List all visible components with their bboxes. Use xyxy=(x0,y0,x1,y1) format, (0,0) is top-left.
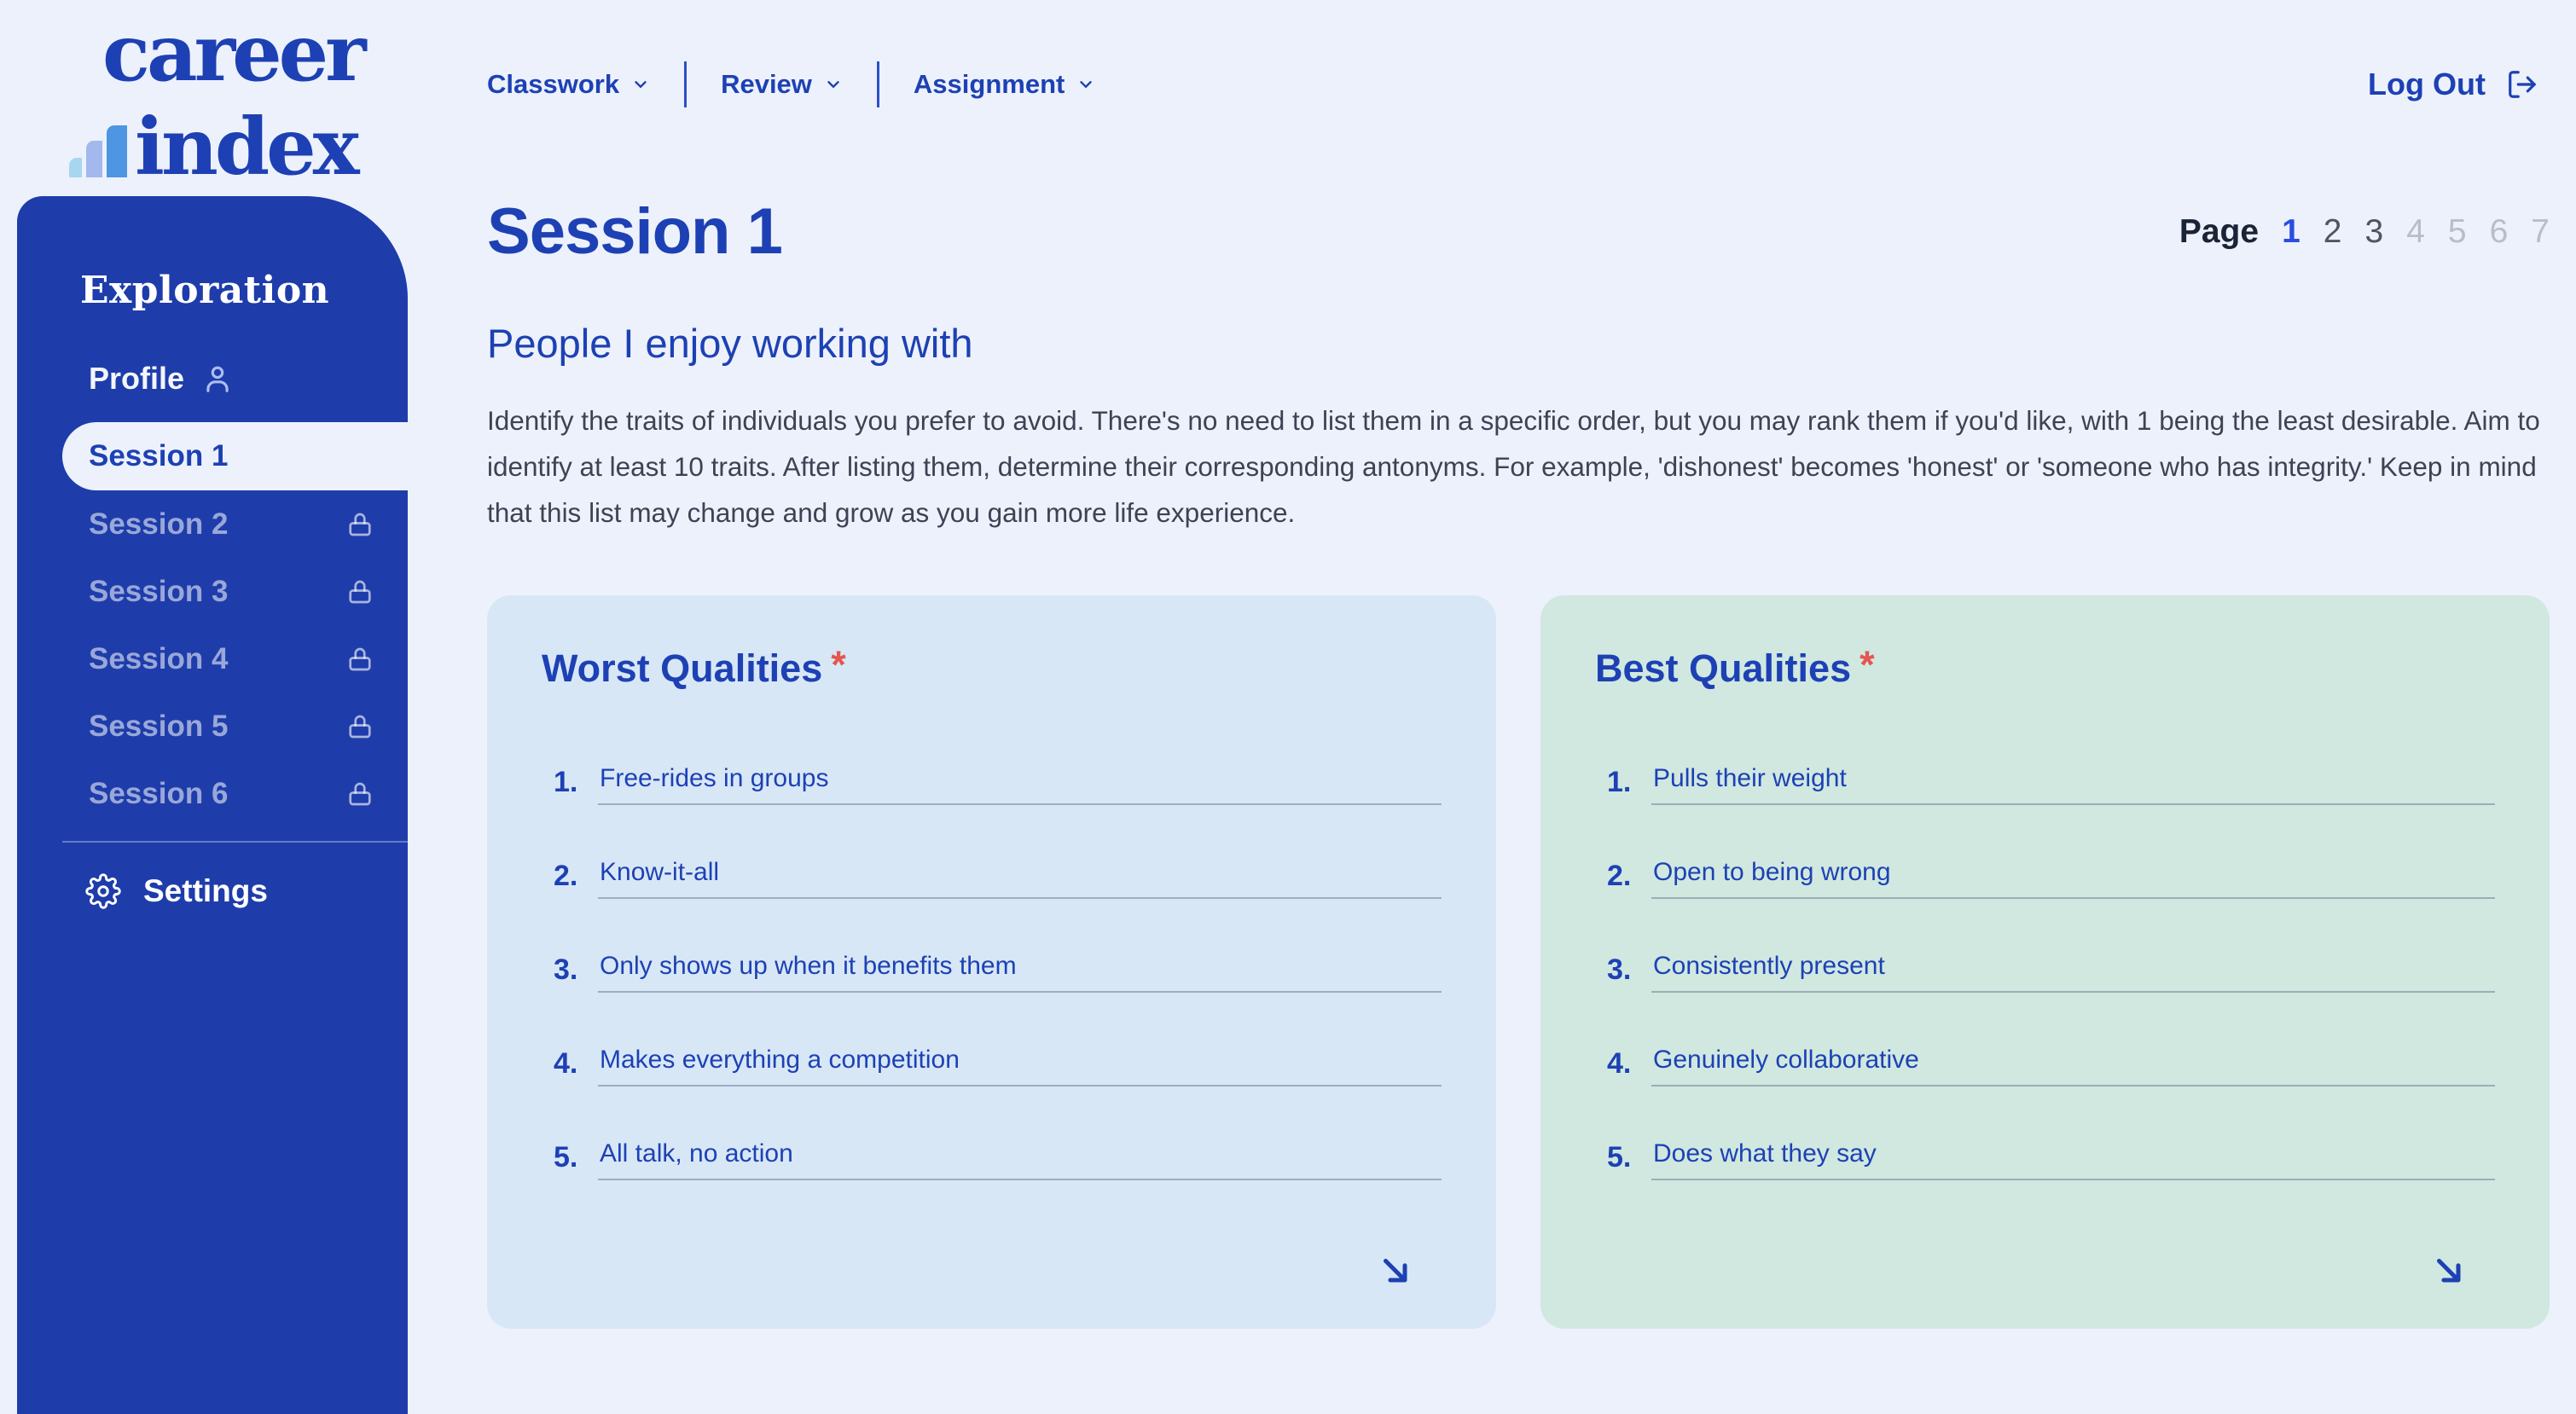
top-nav-menu[interactable] xyxy=(721,69,843,100)
session-label: Session 2 xyxy=(89,507,229,541)
quality-input[interactable]: Does what they say xyxy=(1651,1139,2495,1180)
sidebar-item-session[interactable] xyxy=(17,490,408,558)
required-asterisk: * xyxy=(1859,643,1875,687)
lock-icon xyxy=(345,779,375,809)
quality-row xyxy=(554,858,1442,899)
session-label: Session 5 xyxy=(89,709,229,743)
quality-number: 5. xyxy=(554,1141,578,1174)
logout-icon xyxy=(2506,68,2538,101)
arrow-down-right-icon xyxy=(1375,1250,1418,1293)
sidebar-item-session[interactable] xyxy=(17,760,408,827)
quality-input[interactable]: Genuinely collaborative xyxy=(1651,1046,2495,1087)
pagination-label: Page xyxy=(2179,212,2260,250)
quality-row xyxy=(1607,1046,2495,1087)
section-subtitle: People I enjoy working with xyxy=(487,321,973,366)
quality-number: 1. xyxy=(554,766,578,798)
quality-row xyxy=(554,764,1442,805)
session-label: Session 1 xyxy=(89,439,229,472)
quality-input[interactable]: Know-it-all xyxy=(598,858,1442,899)
expand-card-button[interactable] xyxy=(2428,1250,2471,1293)
chevron-down-icon xyxy=(631,75,650,94)
pagination-page-number: 5 xyxy=(2447,212,2467,250)
quality-number: 3. xyxy=(554,953,578,986)
quality-number: 1. xyxy=(1607,766,1632,798)
session-label: Session 3 xyxy=(89,574,229,608)
pagination xyxy=(2179,213,2550,251)
worst-qualities-card xyxy=(487,595,1496,1329)
lock-icon xyxy=(345,577,375,607)
top-nav-menu[interactable] xyxy=(914,69,1095,100)
top-navigation xyxy=(487,61,1095,107)
quality-row xyxy=(554,1139,1442,1180)
required-asterisk: * xyxy=(831,643,846,687)
gear-icon xyxy=(85,873,121,909)
sidebar xyxy=(17,196,408,1414)
pagination-page-number: 6 xyxy=(2489,212,2509,250)
top-nav-menu-label: Review xyxy=(721,69,812,99)
worst-qualities-list xyxy=(542,764,1442,1233)
settings-label: Settings xyxy=(143,873,268,908)
quality-row xyxy=(1607,858,2495,899)
quality-input[interactable]: Consistently present xyxy=(1651,952,2495,993)
quality-row xyxy=(1607,1139,2495,1180)
quality-number: 4. xyxy=(554,1047,578,1080)
quality-input[interactable]: Free-rides in groups xyxy=(598,764,1442,805)
quality-row xyxy=(554,1046,1442,1087)
page-title: Session 1 xyxy=(487,195,782,268)
top-nav-menu-label: Classwork xyxy=(487,69,620,99)
quality-number: 2. xyxy=(554,860,578,892)
sidebar-divider xyxy=(62,841,408,843)
worst-card-title: Worst Qualities xyxy=(542,646,823,690)
sidebar-item-session[interactable] xyxy=(17,625,408,693)
user-icon xyxy=(201,362,234,395)
pagination-page-number: 7 xyxy=(2531,212,2550,250)
brand-logo-line1: career xyxy=(102,7,363,99)
main-content xyxy=(487,194,2550,1329)
best-qualities-list xyxy=(1595,764,2495,1233)
top-nav-menu-label: Assignment xyxy=(913,69,1065,99)
lock-icon xyxy=(345,644,375,675)
quality-row xyxy=(1607,764,2495,805)
chevron-down-icon xyxy=(824,75,843,94)
sidebar-section-title: Exploration xyxy=(80,269,330,312)
sidebar-item-profile[interactable] xyxy=(17,356,408,401)
lock-icon xyxy=(345,711,375,742)
quality-input[interactable]: Only shows up when it benefits them xyxy=(598,952,1442,993)
quality-row xyxy=(554,952,1442,993)
expand-card-button[interactable] xyxy=(1375,1250,1418,1293)
profile-label: Profile xyxy=(89,361,185,396)
quality-number: 5. xyxy=(1607,1141,1632,1174)
instructions-paragraph: Identify the traits of individuals you prefer to avoid. There's no need to list them in a specific order, but you may rank them if you'd like, with 1 being the least desirable. Aim to identify at least 10 traits. After listing them, determine their corresponding antonyms. For example, 'dishonest' becomes 'honest' or 'someone who has integrity.' Keep in mind that this list may change and grow as you gain more life experience. xyxy=(487,405,2540,528)
pagination-page-number[interactable]: 2 xyxy=(2323,212,2342,250)
sidebar-session-list xyxy=(17,422,408,827)
sidebar-item-session[interactable] xyxy=(17,558,408,625)
nav-separator xyxy=(877,61,879,107)
bar-chart-logo-icon xyxy=(65,84,131,177)
quality-number: 4. xyxy=(1607,1047,1632,1080)
quality-number: 2. xyxy=(1607,860,1632,892)
session-label: Session 4 xyxy=(89,641,229,675)
arrow-down-right-icon xyxy=(2428,1250,2471,1293)
pagination-page-number: 4 xyxy=(2406,212,2425,250)
logout-button[interactable] xyxy=(2368,67,2538,102)
pagination-page-number[interactable]: 3 xyxy=(2364,212,2384,250)
quality-input[interactable]: Open to being wrong xyxy=(1651,858,2495,899)
best-card-title: Best Qualities xyxy=(1595,646,1852,690)
lock-icon xyxy=(345,509,375,540)
quality-input[interactable]: Makes everything a competition xyxy=(598,1046,1442,1087)
chevron-down-icon xyxy=(1076,75,1095,94)
sidebar-item-session[interactable] xyxy=(62,422,408,490)
top-nav-menu[interactable] xyxy=(487,69,650,100)
quality-row xyxy=(1607,952,2495,993)
brand-logo-line2: index xyxy=(135,101,357,193)
nav-separator xyxy=(684,61,687,107)
quality-number: 3. xyxy=(1607,953,1632,986)
brand-logo[interactable] xyxy=(65,7,363,193)
sidebar-item-session[interactable] xyxy=(17,693,408,760)
session-label: Session 6 xyxy=(89,776,229,810)
best-qualities-card xyxy=(1540,595,2550,1329)
pagination-page-number[interactable]: 1 xyxy=(2282,212,2300,250)
logout-label: Log Out xyxy=(2368,67,2486,101)
quality-input[interactable]: Pulls their weight xyxy=(1651,764,2495,805)
quality-input[interactable]: All talk, no action xyxy=(598,1139,1442,1180)
sidebar-item-settings[interactable] xyxy=(17,863,408,919)
